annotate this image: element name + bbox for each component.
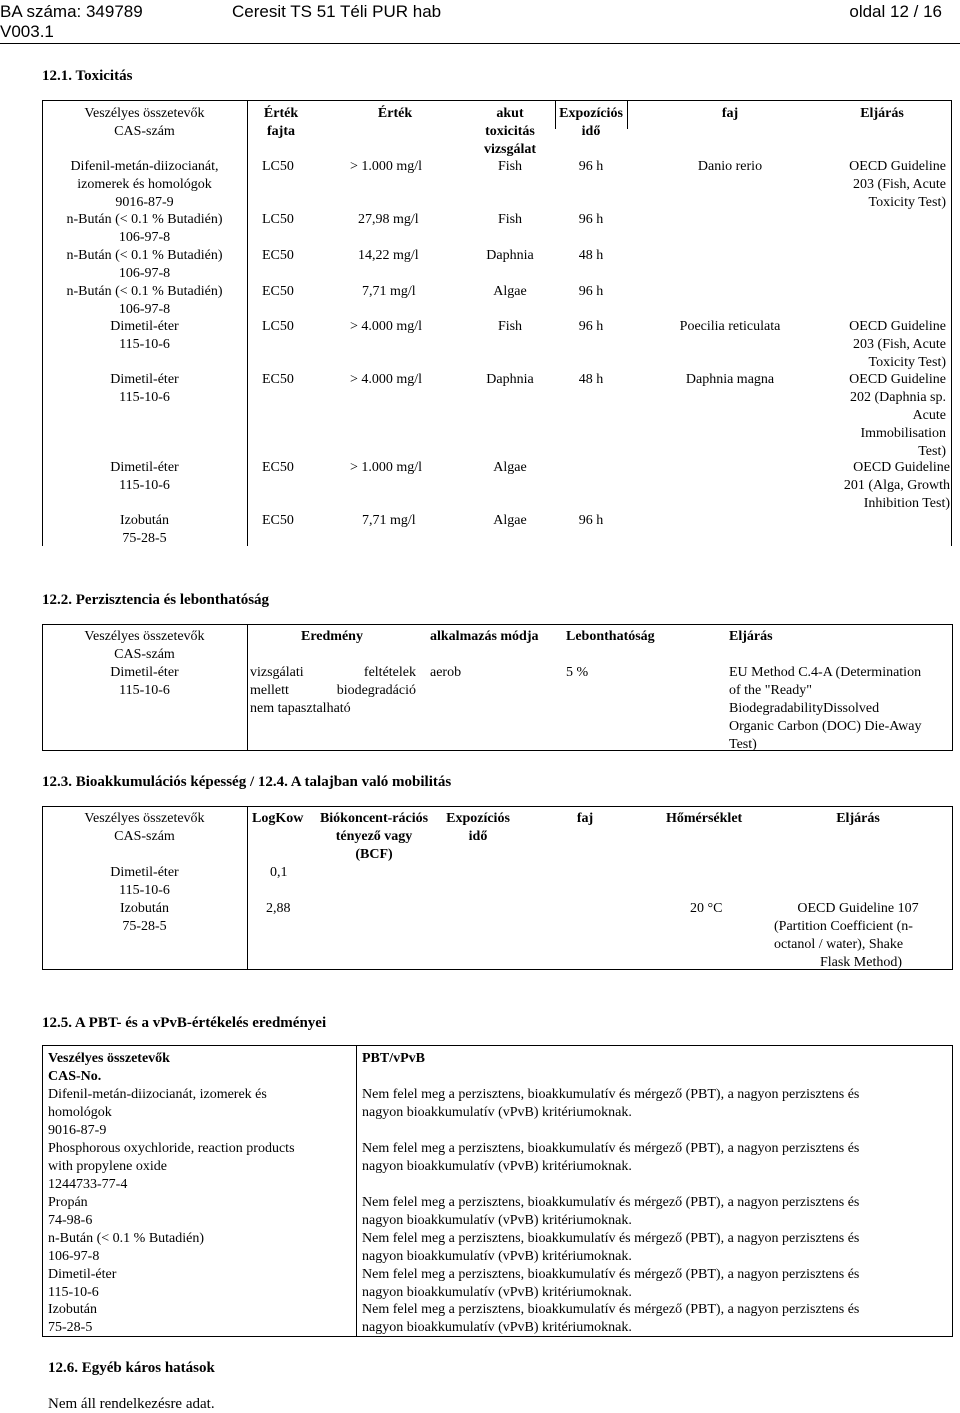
table-row-3-test: Algae — [493, 284, 527, 299]
table-border-top — [42, 624, 953, 625]
table-row-5-component: Izobután 75-28-5 — [48, 1302, 97, 1335]
table-row-0-component: Difenil-metán-diizocianát, izomerek és homológok 9016-87-9 — [48, 1087, 267, 1138]
other-effects-text: Nem áll rendelkezésre adat. — [48, 1396, 215, 1412]
table-border-divider — [247, 624, 248, 751]
table-border-left — [42, 1045, 43, 1337]
col-header-component: Veszélyes összetevők CAS-szám — [84, 106, 205, 139]
table-border-right — [952, 624, 953, 751]
table-row-3-component: n-Bután (< 0.1 % Butadién) 106-97-8 — [66, 284, 223, 317]
col-header-degradability: Lebonthatóság — [566, 629, 655, 644]
table-row-7-value-type: EC50 — [262, 513, 294, 528]
table-row-0-method: OECD Guideline 203 (Fish, Acute Toxicity Test) — [849, 159, 946, 210]
col-header-logkow: LogKow — [252, 811, 304, 826]
table-row-5-value: > 4.000 mg/l — [350, 372, 423, 387]
table-row-2-component: n-Bután (< 0.1 % Butadién) 106-97-8 — [66, 248, 223, 281]
section-title-bioaccumulation: 12.3. Bioakkumulációs képesség / 12.4. A talajban való mobilitás — [42, 774, 452, 790]
table-row-6-method: OECD Guideline 201 (Alga, Growth Inhibition Test) — [843, 460, 950, 511]
col-header-application: alkalmazás módja — [430, 629, 539, 644]
table-row-0-component: Dimetil-éter 115-10-6 — [110, 865, 179, 898]
table-row-5-species: Daphnia magna — [685, 372, 775, 387]
col-header-component: Veszélyes összetevők CAS-No. — [48, 1051, 170, 1084]
table-row-result: vizsgálati feltételek mellett biodegradáció nem tapasztalható — [250, 665, 416, 716]
table-row-application: aerob — [430, 665, 462, 680]
table-row-2-exposure: 48 h — [578, 248, 604, 263]
col-header-method: Eljárás — [860, 106, 904, 121]
table-row-1-value: 27,98 mg/l — [358, 212, 419, 227]
table-row-5-method: OECD Guideline 202 (Daphnia sp. Acute Immobilisation Test) — [849, 372, 946, 459]
table-row-4-component: Dimetil-éter 115-10-6 — [110, 319, 179, 352]
section-title-pbt: 12.5. A PBT- és a vPvB-értékelés eredményei — [42, 1015, 327, 1031]
col-header-species: faj — [576, 811, 594, 826]
table-border-top — [42, 100, 952, 101]
table-row-3-component: n-Bután (< 0.1 % Butadién) 106-97-8 — [48, 1231, 205, 1264]
col-header-acute-toxicity: akut toxicitás vizsgálat — [483, 106, 537, 157]
table-border-right — [952, 806, 953, 970]
col-header-method: Eljárás — [836, 811, 880, 826]
page-number: oldal 12 / 16 — [849, 2, 942, 21]
section-title-other-effects: 12.6. Egyéb káros hatások — [48, 1360, 215, 1376]
table-row-7-value: 7,71 mg/l — [362, 513, 416, 528]
table-row-2-component: Propán 74-98-6 — [48, 1195, 93, 1228]
table-row-4-value-type: LC50 — [262, 319, 294, 334]
table-row-3-value-type: EC50 — [262, 284, 294, 299]
table-row-0-logkow: 0,1 — [270, 865, 288, 880]
table-row-0-species: Danio rerio — [697, 159, 763, 174]
table-row-4-pbt: Nem felel meg a perzisztens, bioakkumulatív és mérgező (PBT), a nagyon perzisztens és nagyon bioakkumulatív (vPvB) kritériumoknak. — [362, 1267, 860, 1300]
table-border-divider — [247, 806, 248, 970]
col-header-exposure: Expozíciós idő — [446, 811, 510, 844]
table-row-7-test: Algae — [493, 513, 527, 528]
table-row-7-exposure: 96 h — [578, 513, 604, 528]
table-row-5-exposure: 48 h — [578, 372, 604, 387]
table-row-1-component: Phosphorous oxychloride, reaction products with propylene oxide 1244733-77-4 — [48, 1141, 295, 1192]
table-border-right — [951, 100, 952, 546]
col-header-component: Veszélyes összetevők CAS-szám — [84, 629, 205, 662]
table-row-5-pbt: Nem felel meg a perzisztens, bioakkumulatív és mérgező (PBT), a nagyon perzisztens és nagyon bioakkumulatív (vPvB) kritériumoknak. — [362, 1302, 860, 1335]
table-row-6-value: > 1.000 mg/l — [350, 460, 423, 475]
col-header-value-type: Érték fajta — [263, 106, 299, 139]
table-row-3-pbt: Nem felel meg a perzisztens, bioakkumulatív és mérgező (PBT), a nagyon perzisztens és nagyon bioakkumulatív (vPvB) kritériumoknak. — [362, 1231, 860, 1264]
table-border-right — [952, 1045, 953, 1337]
col-header-result: Eredmény — [301, 629, 363, 644]
table-row-0-value: > 1.000 mg/l — [350, 159, 423, 174]
section-title-persistence: 12.2. Perzisztencia és lebonthatóság — [42, 592, 270, 608]
col-header-component: Veszélyes összetevők CAS-szám — [84, 811, 205, 844]
col-header-bcf: Biókoncent-rációs tényező vagy (BCF) — [319, 811, 429, 862]
table-row-4-species: Poecilia reticulata — [679, 319, 781, 334]
table-row-0-component: Difenil-metán-diizocianát, izomerek és homológok 9016-87-9 — [70, 159, 219, 210]
header-divider — [0, 43, 960, 44]
table-row-6-test: Algae — [493, 460, 527, 475]
table-row-method: EU Method C.4-A (Determination of the "Ready" BiodegradabilityDissolved Organic Carbon (DOC) Die-Away Test) — [729, 665, 922, 752]
table-row-1-method: OECD Guideline 107 (Partition Coefficient (n- octanol / water), Shake Flask Method) — [774, 901, 919, 970]
table-row-1-component: n-Bután (< 0.1 % Butadién) 106-97-8 — [66, 212, 223, 245]
table-border-top — [42, 806, 953, 807]
table-border-divider — [247, 100, 248, 546]
col-header-value: Érték — [377, 106, 413, 121]
table-row-5-component: Dimetil-éter 115-10-6 — [110, 372, 179, 405]
table-row-4-exposure: 96 h — [578, 319, 604, 334]
table-row-0-value-type: LC50 — [262, 159, 294, 174]
table-row-0-exposure: 96 h — [578, 159, 604, 174]
table-row-1-logkow: 2,88 — [266, 901, 291, 916]
section-title-toxicity: 12.1. Toxicitás — [42, 68, 133, 84]
table-border-divider — [356, 1045, 357, 1337]
table-row-4-test: Fish — [497, 319, 523, 334]
table-row-4-component: Dimetil-éter 115-10-6 — [48, 1267, 117, 1300]
table-row-2-pbt: Nem felel meg a perzisztens, bioakkumulatív és mérgező (PBT), a nagyon perzisztens és nagyon bioakkumulatív (vPvB) kritériumoknak. — [362, 1195, 860, 1228]
table-row-1-pbt: Nem felel meg a perzisztens, bioakkumulatív és mérgező (PBT), a nagyon perzisztens és nagyon bioakkumulatív (vPvB) kritériumoknak. — [362, 1141, 860, 1174]
table-row-2-value: 14,22 mg/l — [358, 248, 419, 263]
col-header-pbt: PBT/vPvB — [362, 1051, 426, 1066]
table-row-4-value: > 4.000 mg/l — [350, 319, 423, 334]
col-header-temperature: Hőmérséklet — [666, 811, 743, 826]
table-row-4-method: OECD Guideline 203 (Fish, Acute Toxicity Test) — [849, 319, 946, 370]
col-header-species: faj — [721, 106, 739, 121]
table-row-1-temperature: 20 °C — [690, 901, 723, 916]
table-row-1-exposure: 96 h — [578, 212, 604, 227]
table-row-2-value-type: EC50 — [262, 248, 294, 263]
sds-number: BA száma: 349789 — [0, 2, 143, 21]
table-row-6-component: Dimetil-éter 115-10-6 — [110, 460, 179, 493]
version: V003.1 — [0, 22, 54, 41]
col-header-method: Eljárás — [729, 629, 773, 644]
table-row-5-value-type: EC50 — [262, 372, 294, 387]
table-border-top — [42, 1045, 953, 1046]
product-name: Ceresit TS 51 Téli PUR hab — [232, 2, 442, 21]
expo-header-box-right — [627, 100, 628, 129]
table-row-0-pbt: Nem felel meg a perzisztens, bioakkumulatív és mérgező (PBT), a nagyon perzisztens és nagyon bioakkumulatív (vPvB) kritériumoknak. — [362, 1087, 860, 1120]
table-row-7-component: Izobután 75-28-5 — [120, 513, 169, 546]
col-header-exposure: Expozíciós idő — [559, 106, 623, 139]
table-row-6-value-type: EC50 — [262, 460, 294, 475]
table-row-1-value-type: LC50 — [262, 212, 294, 227]
table-row-1-test: Fish — [497, 212, 523, 227]
table-row-2-test: Daphnia — [486, 248, 534, 263]
table-row-3-value: 7,71 mg/l — [362, 284, 416, 299]
table-row-component: Dimetil-éter 115-10-6 — [110, 665, 179, 698]
table-row-degradability: 5 % — [566, 665, 589, 680]
table-row-3-exposure: 96 h — [578, 284, 604, 299]
table-row-5-test: Daphnia — [486, 372, 534, 387]
table-row-1-component: Izobután 75-28-5 — [120, 901, 169, 934]
table-row-0-test: Fish — [497, 159, 523, 174]
